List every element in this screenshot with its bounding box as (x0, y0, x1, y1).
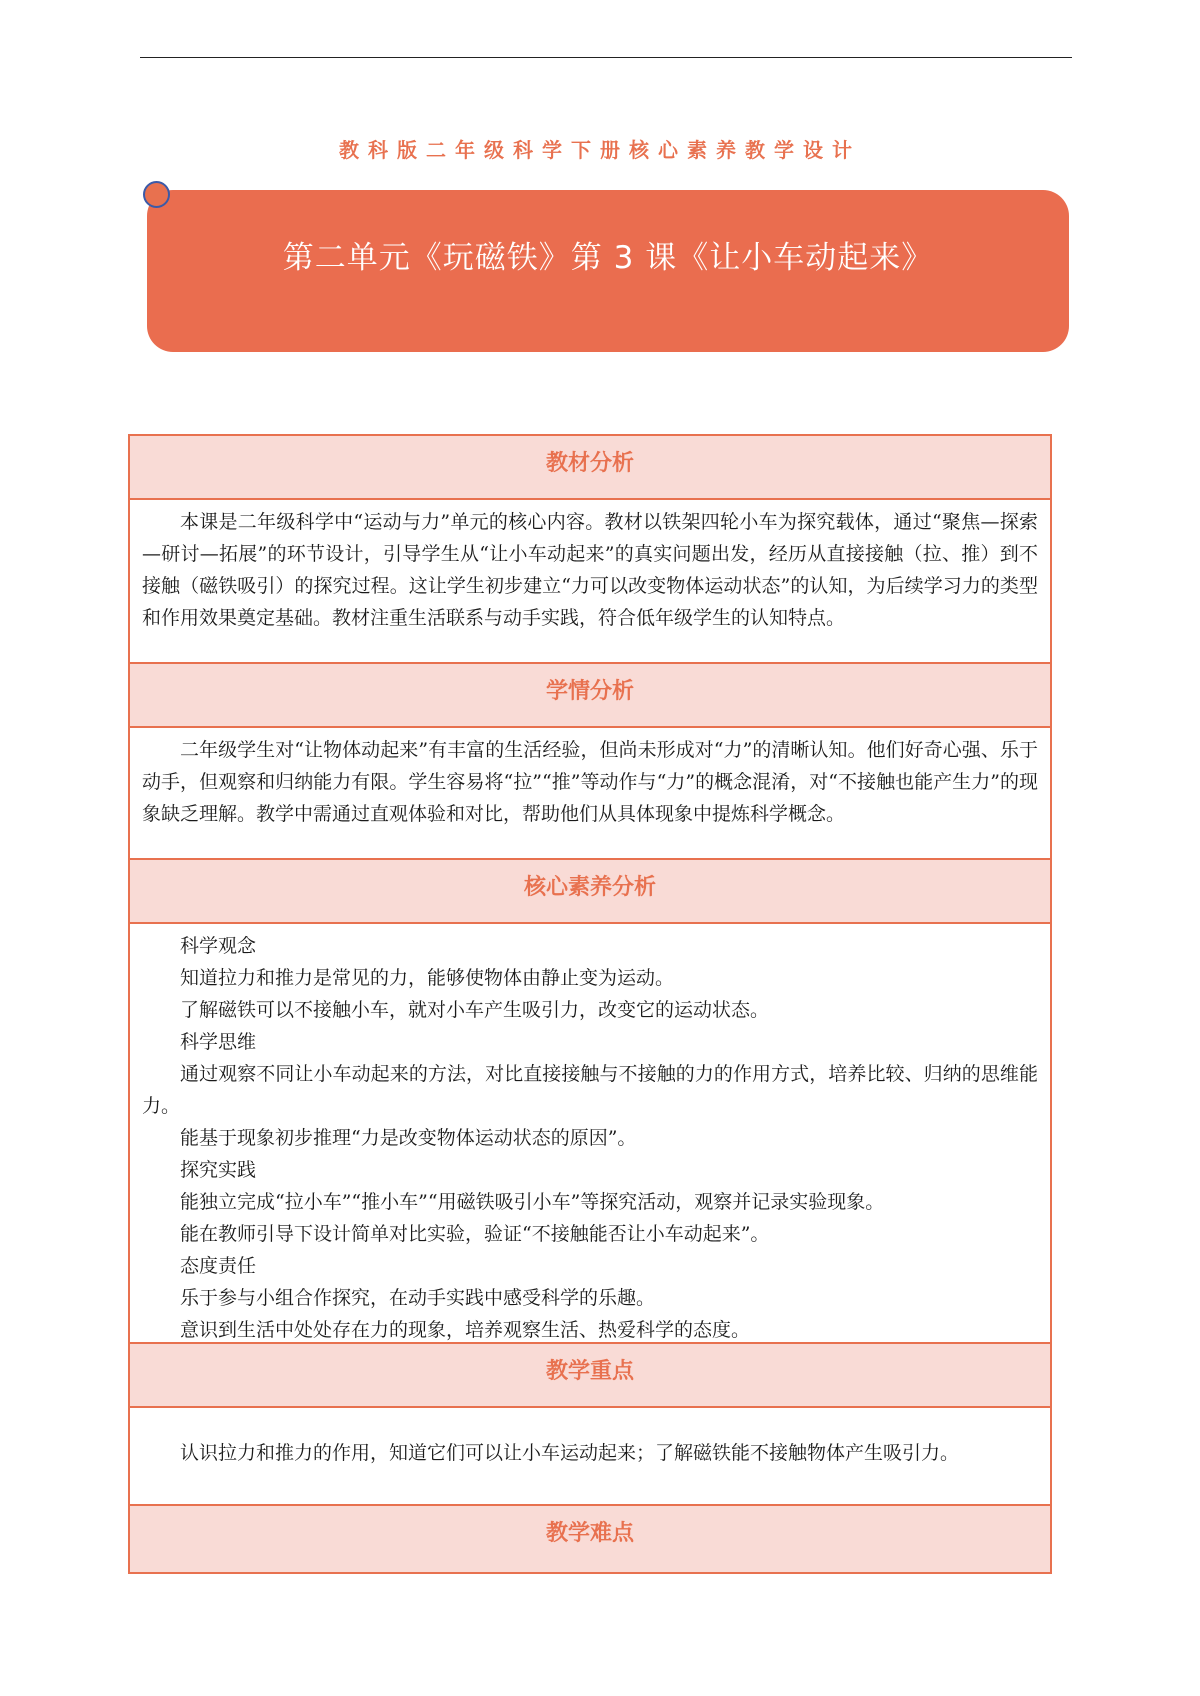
section-body-materials (130, 500, 1050, 664)
literacy-line: 乐于参与小组合作探究，在动手实践中感受科学的乐趣。 (180, 1287, 656, 1309)
header-title: 教科版二年级科学下册核心素养教学设计 (339, 138, 861, 162)
literacy-line: 意识到生活中处处存在力的现象，培养观察生活、热爱科学的态度。 (180, 1319, 751, 1341)
literacy-line: 能独立完成“拉小车”“推小车”“用磁铁吸引小车”等探究活动，观察并记录实验现象。 (180, 1191, 885, 1213)
lesson-banner (147, 190, 1069, 352)
section-header-literacy: 核心素养分析 (130, 860, 1050, 924)
section-body-literacy (130, 924, 1050, 1344)
literacy-line: 通过观察不同让小车动起来的方法，对比直接接触与不接触的力的作用方式，培养比较、归纳的思维能力。 (142, 1063, 1038, 1117)
literacy-line: 能基于现象初步推理“力是改变物体运动状态的原因”。 (180, 1127, 637, 1149)
literacy-line: 态度责任 (180, 1255, 257, 1277)
section-header-students: 学情分析 (130, 664, 1050, 728)
section-header-difficulties: 教学难点 (130, 1506, 1050, 1572)
students-text: 二年级学生对“让物体动起来”有丰富的生活经验，但尚未形成对“力”的清晰认知。他们好奇心强、乐于动手，但观察和归纳能力有限。学生容易将“拉”“推”等动作与“力”的概念混淆，对“不接触也能产生力”的现象缺乏理解。教学中需通过直观体验和对比，帮助他们从具体现象中提炼科学概念。 (142, 739, 1038, 825)
section-body-key-points (130, 1408, 1050, 1506)
lesson-title: 第二单元《玩磁铁》第 3 课《让小车动起来》 (282, 240, 934, 276)
literacy-line: 探究实践 (180, 1159, 257, 1181)
key-points-text: 认识拉力和推力的作用，知道它们可以让小车运动起来；了解磁铁能不接触物体产生吸引力。 (180, 1442, 960, 1464)
banner-dot-decoration (143, 181, 170, 208)
literacy-line: 科学思维 (180, 1031, 257, 1053)
section-body-students (130, 728, 1050, 860)
literacy-line: 了解磁铁可以不接触小车，就对小车产生吸引力，改变它的运动状态。 (180, 999, 770, 1021)
lesson-design-table (128, 434, 1052, 1574)
literacy-line: 知道拉力和推力是常见的力，能够使物体由静止变为运动。 (180, 967, 675, 989)
literacy-line: 科学观念 (180, 935, 257, 957)
top-rule (140, 57, 1072, 58)
materials-text: 本课是二年级科学中“运动与力”单元的核心内容。教材以铁架四轮小车为探究载体，通过“聚焦—探索—研讨—拓展”的环节设计，引导学生从“让小车动起来”的真实问题出发，经历从直接接触（拉、推）到不接触（磁铁吸引）的探究过程。这让学生初步建立“力可以改变物体运动状态”的认知，为后续学习力的类型和作用效果奠定基础。教材注重生活联系与动手实践，符合低年级学生的认知特点。 (142, 511, 1038, 629)
section-header-key-points: 教学重点 (130, 1344, 1050, 1408)
section-header-materials: 教材分析 (130, 436, 1050, 500)
literacy-line: 能在教师引导下设计简单对比实验，验证“不接触能否让小车动起来”。 (180, 1223, 770, 1245)
